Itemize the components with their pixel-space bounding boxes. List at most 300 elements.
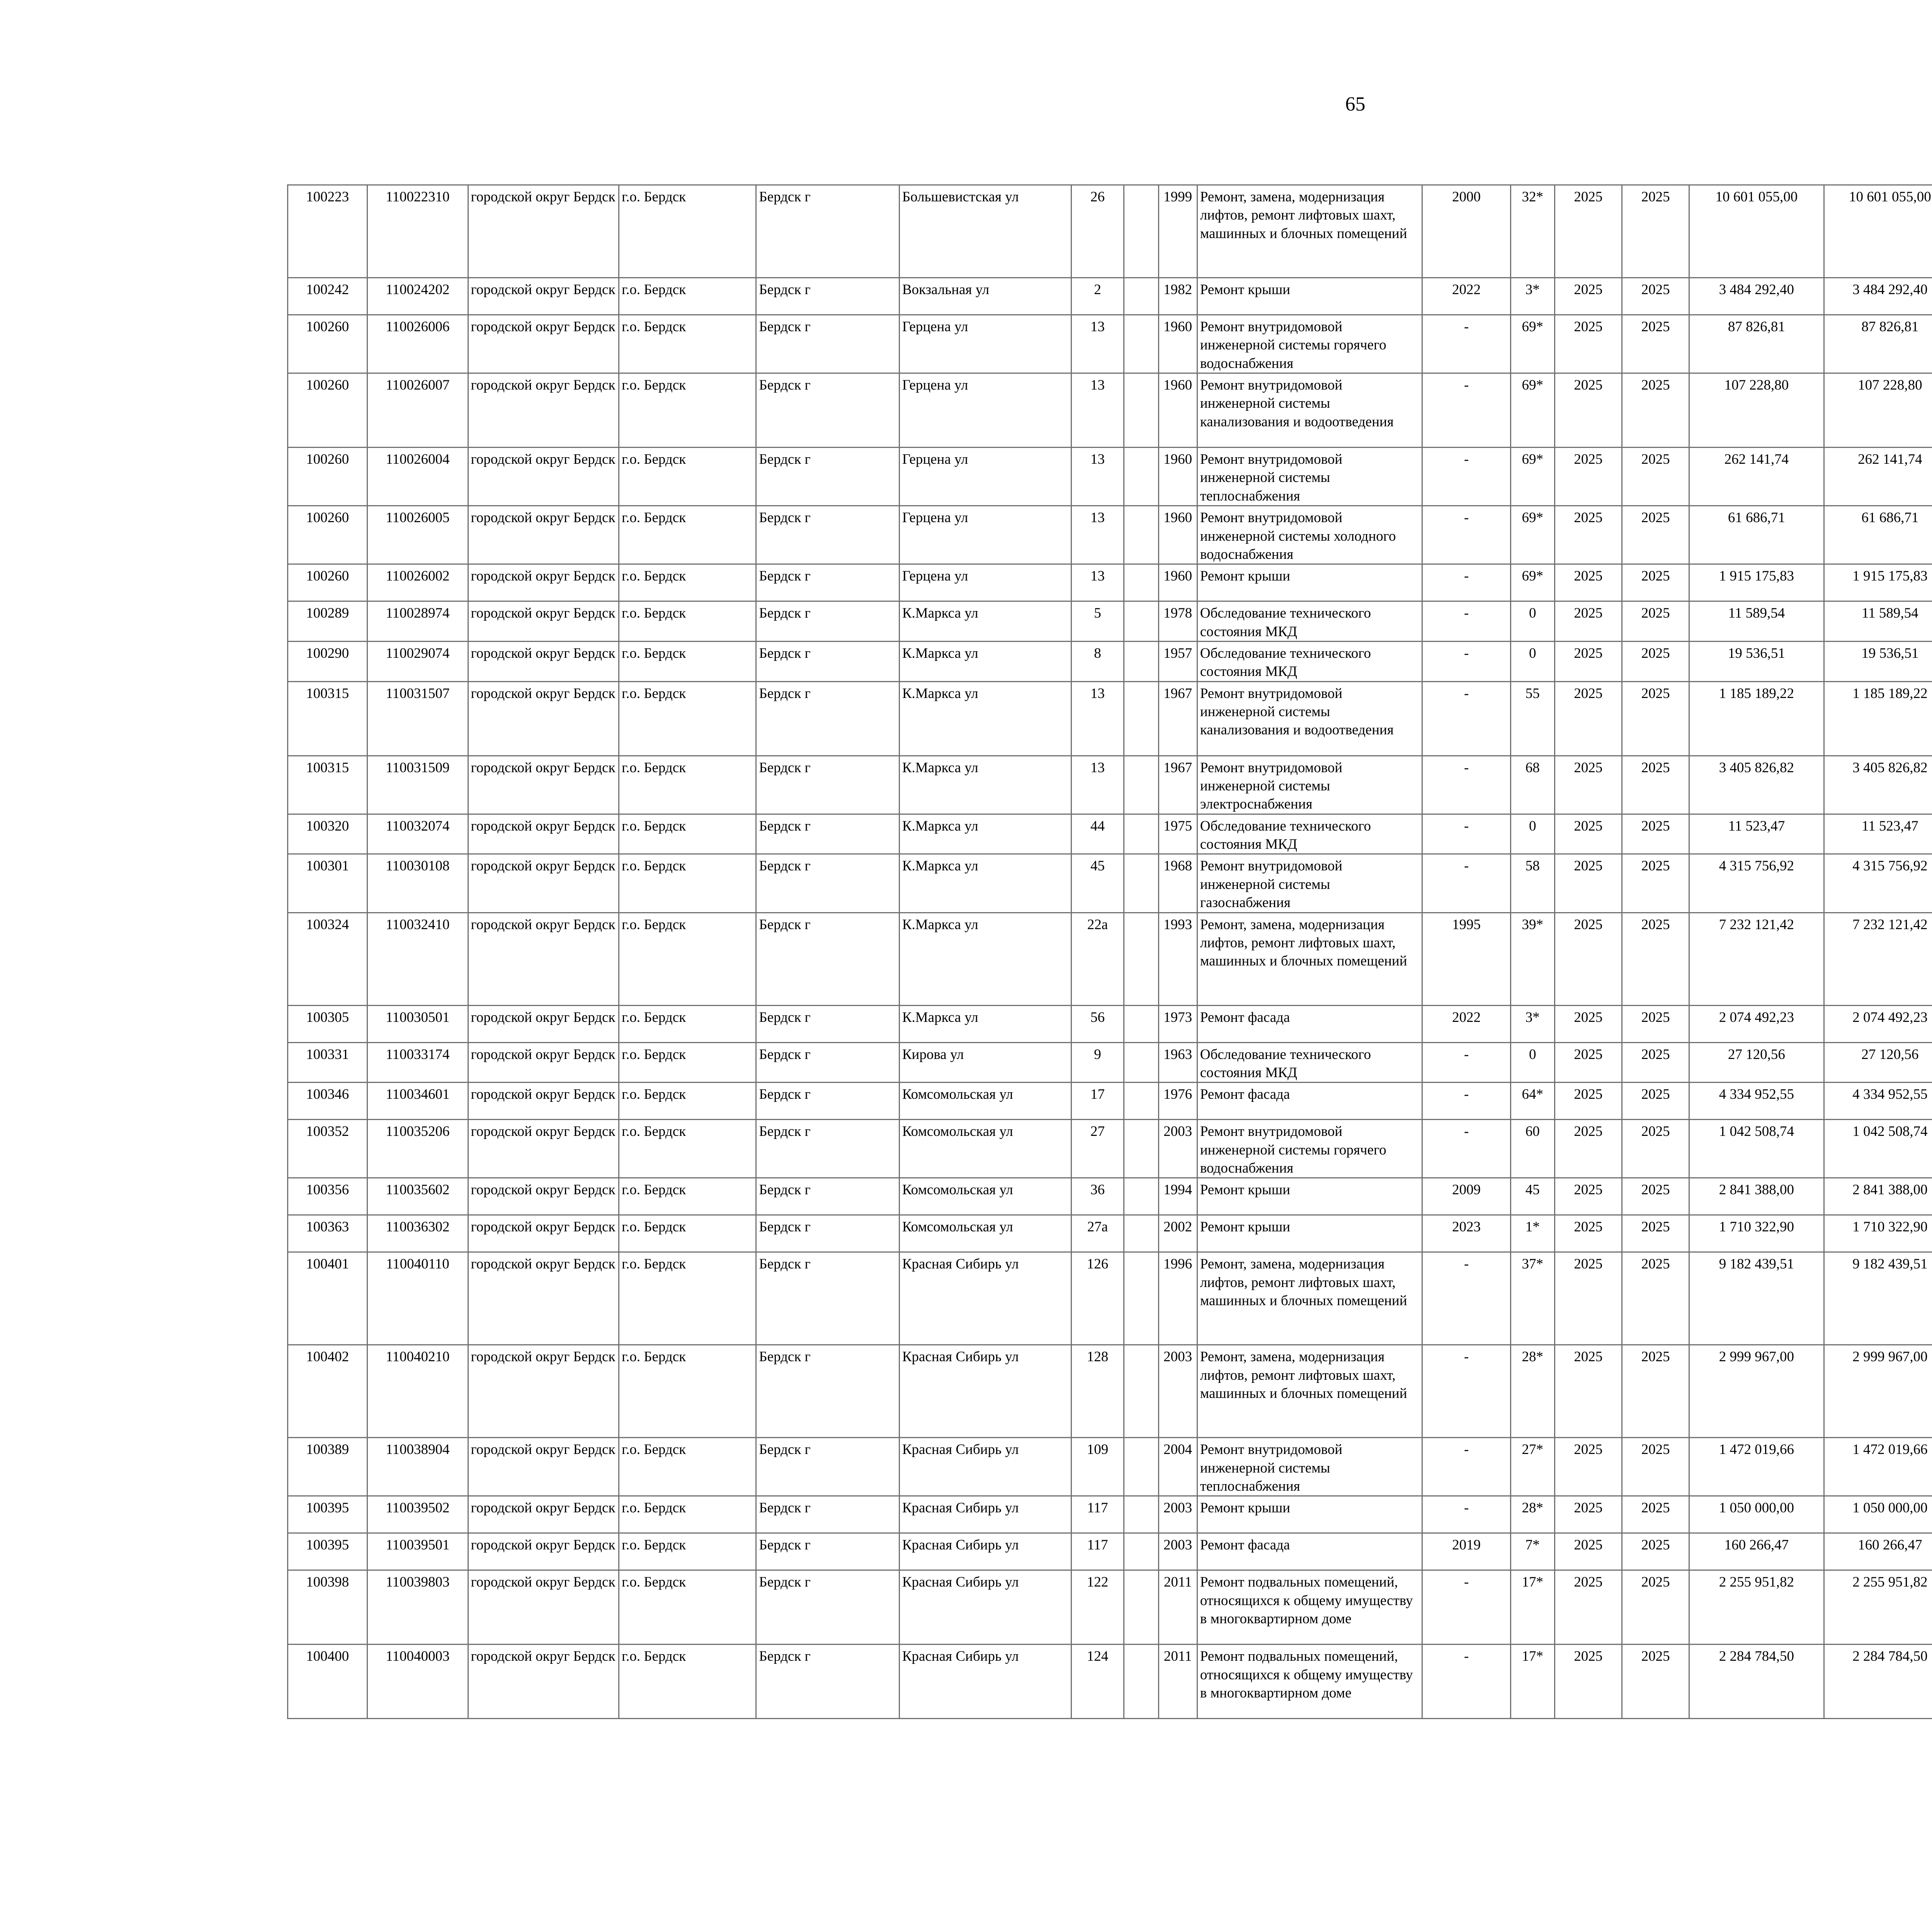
cell-work-type: Ремонт внутридомовой инженерной системы канализования и водоотведения bbox=[1197, 373, 1422, 448]
cell-work-id: 110034601 bbox=[367, 1083, 468, 1120]
cell-work-type: Обследование технического состояния МКД bbox=[1197, 814, 1422, 854]
cell-total-cost: 1 185 189,22 bbox=[1689, 681, 1824, 756]
cell-street: Комсомольская ул bbox=[899, 1178, 1071, 1215]
cell-street: Герцена ул bbox=[899, 373, 1071, 448]
cell-fund-cost: 4 315 756,92 bbox=[1824, 854, 1932, 913]
cell-year-built: 2003 bbox=[1158, 1533, 1197, 1570]
cell-wear: 17* bbox=[1510, 1645, 1554, 1719]
cell-plan-end: 2025 bbox=[1622, 506, 1689, 564]
cell-last-repair-year: - bbox=[1422, 506, 1510, 564]
cell-work-id: 110038904 bbox=[367, 1438, 468, 1496]
cell-total-cost: 1 472 019,66 bbox=[1689, 1438, 1824, 1496]
cell-city: Бердск г bbox=[756, 913, 899, 1005]
cell-last-repair-year: 2009 bbox=[1422, 1178, 1510, 1215]
cell-total-cost: 1 042 508,74 bbox=[1689, 1120, 1824, 1178]
cell-municipality: городской округ Бердск bbox=[468, 1252, 619, 1345]
cell-municipality: городской округ Бердск bbox=[468, 1005, 619, 1042]
cell-work-type: Ремонт внутридомовой инженерной системы канализования и водоотведения bbox=[1197, 681, 1422, 756]
cell-plan-end: 2025 bbox=[1622, 1438, 1689, 1496]
cell-work-type: Ремонт подвальных помещений, относящихся к общему имуществу в многоквартирном доме bbox=[1197, 1570, 1422, 1645]
cell-building bbox=[1124, 1645, 1158, 1719]
cell-total-cost: 11 523,47 bbox=[1689, 814, 1824, 854]
cell-wear: 1* bbox=[1510, 1215, 1554, 1252]
cell-house-number: 22а bbox=[1071, 913, 1124, 1005]
cell-fund-cost: 2 284 784,50 bbox=[1824, 1645, 1932, 1719]
cell-okrug: г.о. Бердск bbox=[619, 854, 756, 913]
table-row bbox=[288, 373, 1932, 448]
cell-house-number: 13 bbox=[1071, 315, 1124, 373]
cell-building bbox=[1124, 854, 1158, 913]
cell-wear: 69* bbox=[1510, 315, 1554, 373]
cell-city: Бердск г bbox=[756, 1438, 899, 1496]
cell-wear: 45 bbox=[1510, 1178, 1554, 1215]
cell-street: К.Маркса ул bbox=[899, 913, 1071, 1005]
cell-okrug: г.о. Бердск bbox=[619, 1645, 756, 1719]
cell-street: Герцена ул bbox=[899, 564, 1071, 601]
cell-work-id: 110031507 bbox=[367, 681, 468, 756]
cell-total-cost: 19 536,51 bbox=[1689, 641, 1824, 681]
cell-last-repair-year: - bbox=[1422, 1252, 1510, 1345]
cell-plan-end: 2025 bbox=[1622, 564, 1689, 601]
table-row bbox=[288, 913, 1932, 1005]
cell-year-built: 1960 bbox=[1158, 373, 1197, 448]
cell-building bbox=[1124, 814, 1158, 854]
cell-total-cost: 2 999 967,00 bbox=[1689, 1345, 1824, 1438]
cell-house-id: 100395 bbox=[288, 1496, 367, 1533]
cell-building bbox=[1124, 564, 1158, 601]
cell-street: Вокзальная ул bbox=[899, 278, 1071, 315]
cell-house-id: 100395 bbox=[288, 1533, 367, 1570]
cell-plan-start: 2025 bbox=[1554, 1042, 1622, 1083]
cell-work-id: 110024202 bbox=[367, 278, 468, 315]
cell-municipality: городской округ Бердск bbox=[468, 278, 619, 315]
cell-work-id: 110032410 bbox=[367, 913, 468, 1005]
cell-house-number: 17 bbox=[1071, 1083, 1124, 1120]
cell-building bbox=[1124, 506, 1158, 564]
cell-street: Комсомольская ул bbox=[899, 1083, 1071, 1120]
cell-wear: 27* bbox=[1510, 1438, 1554, 1496]
cell-okrug: г.о. Бердск bbox=[619, 641, 756, 681]
cell-wear: 55 bbox=[1510, 681, 1554, 756]
cell-house-number: 5 bbox=[1071, 601, 1124, 642]
cell-year-built: 2003 bbox=[1158, 1496, 1197, 1533]
cell-plan-end: 2025 bbox=[1622, 1005, 1689, 1042]
cell-fund-cost: 1 915 175,83 bbox=[1824, 564, 1932, 601]
cell-plan-start: 2025 bbox=[1554, 1345, 1622, 1438]
cell-year-built: 1975 bbox=[1158, 814, 1197, 854]
cell-wear: 69* bbox=[1510, 564, 1554, 601]
cell-house-id: 100289 bbox=[288, 601, 367, 642]
cell-plan-end: 2025 bbox=[1622, 315, 1689, 373]
cell-plan-start: 2025 bbox=[1554, 1570, 1622, 1645]
cell-municipality: городской округ Бердск bbox=[468, 913, 619, 1005]
cell-fund-cost: 262 141,74 bbox=[1824, 448, 1932, 506]
cell-street: К.Маркса ул bbox=[899, 1005, 1071, 1042]
cell-city: Бердск г bbox=[756, 1042, 899, 1083]
cell-work-type: Ремонт внутридомовой инженерной системы газоснабжения bbox=[1197, 854, 1422, 913]
table-row bbox=[288, 315, 1932, 373]
cell-city: Бердск г bbox=[756, 373, 899, 448]
cell-municipality: городской округ Бердск bbox=[468, 564, 619, 601]
cell-plan-end: 2025 bbox=[1622, 1645, 1689, 1719]
cell-last-repair-year: 1995 bbox=[1422, 913, 1510, 1005]
cell-municipality: городской округ Бердск bbox=[468, 814, 619, 854]
cell-municipality: городской округ Бердск bbox=[468, 185, 619, 278]
cell-municipality: городской округ Бердск bbox=[468, 1215, 619, 1252]
cell-plan-start: 2025 bbox=[1554, 1645, 1622, 1719]
cell-wear: 28* bbox=[1510, 1345, 1554, 1438]
table-row bbox=[288, 601, 1932, 642]
cell-house-id: 100242 bbox=[288, 278, 367, 315]
cell-fund-cost: 3 405 826,82 bbox=[1824, 756, 1932, 814]
cell-okrug: г.о. Бердск bbox=[619, 1438, 756, 1496]
cell-house-number: 26 bbox=[1071, 185, 1124, 278]
cell-fund-cost: 2 999 967,00 bbox=[1824, 1345, 1932, 1438]
cell-okrug: г.о. Бердск bbox=[619, 373, 756, 448]
cell-work-id: 110026006 bbox=[367, 315, 468, 373]
table-row bbox=[288, 564, 1932, 601]
cell-work-id: 110022310 bbox=[367, 185, 468, 278]
cell-street: К.Маркса ул bbox=[899, 854, 1071, 913]
cell-street: Комсомольская ул bbox=[899, 1215, 1071, 1252]
cell-okrug: г.о. Бердск bbox=[619, 1345, 756, 1438]
cell-last-repair-year: - bbox=[1422, 1438, 1510, 1496]
cell-wear: 39* bbox=[1510, 913, 1554, 1005]
cell-municipality: городской округ Бердск bbox=[468, 1120, 619, 1178]
cell-work-type: Ремонт внутридомовой инженерной системы теплоснабжения bbox=[1197, 448, 1422, 506]
cell-plan-end: 2025 bbox=[1622, 448, 1689, 506]
cell-year-built: 1960 bbox=[1158, 564, 1197, 601]
cell-total-cost: 3 484 292,40 bbox=[1689, 278, 1824, 315]
cell-building bbox=[1124, 315, 1158, 373]
cell-total-cost: 107 228,80 bbox=[1689, 373, 1824, 448]
table-row bbox=[288, 1215, 1932, 1252]
cell-total-cost: 27 120,56 bbox=[1689, 1042, 1824, 1083]
cell-plan-start: 2025 bbox=[1554, 373, 1622, 448]
cell-building bbox=[1124, 1252, 1158, 1345]
cell-building bbox=[1124, 278, 1158, 315]
table-row bbox=[288, 1345, 1932, 1438]
cell-municipality: городской округ Бердск bbox=[468, 681, 619, 756]
cell-house-id: 100315 bbox=[288, 681, 367, 756]
cell-plan-end: 2025 bbox=[1622, 1120, 1689, 1178]
cell-wear: 37* bbox=[1510, 1252, 1554, 1345]
cell-year-built: 2011 bbox=[1158, 1570, 1197, 1645]
cell-work-type: Обследование технического состояния МКД bbox=[1197, 601, 1422, 642]
cell-city: Бердск г bbox=[756, 564, 899, 601]
cell-plan-start: 2025 bbox=[1554, 1533, 1622, 1570]
cell-plan-start: 2025 bbox=[1554, 1083, 1622, 1120]
cell-plan-end: 2025 bbox=[1622, 681, 1689, 756]
cell-total-cost: 1 710 322,90 bbox=[1689, 1215, 1824, 1252]
cell-total-cost: 10 601 055,00 bbox=[1689, 185, 1824, 278]
cell-city: Бердск г bbox=[756, 1570, 899, 1645]
cell-municipality: городской округ Бердск bbox=[468, 641, 619, 681]
cell-work-id: 110030501 bbox=[367, 1005, 468, 1042]
cell-fund-cost: 87 826,81 bbox=[1824, 315, 1932, 373]
cell-year-built: 1973 bbox=[1158, 1005, 1197, 1042]
cell-work-type: Ремонт внутридомовой инженерной системы электроснабжения bbox=[1197, 756, 1422, 814]
cell-building bbox=[1124, 1496, 1158, 1533]
cell-municipality: городской округ Бердск bbox=[468, 601, 619, 642]
cell-year-built: 1993 bbox=[1158, 913, 1197, 1005]
table-body bbox=[288, 185, 1932, 1719]
cell-plan-start: 2025 bbox=[1554, 564, 1622, 601]
cell-house-number: 8 bbox=[1071, 641, 1124, 681]
table-row bbox=[288, 641, 1932, 681]
cell-wear: 0 bbox=[1510, 1042, 1554, 1083]
cell-plan-start: 2025 bbox=[1554, 1496, 1622, 1533]
cell-plan-start: 2025 bbox=[1554, 1252, 1622, 1345]
cell-city: Бердск г bbox=[756, 814, 899, 854]
cell-house-number: 13 bbox=[1071, 373, 1124, 448]
cell-work-type: Ремонт крыши bbox=[1197, 1178, 1422, 1215]
cell-plan-end: 2025 bbox=[1622, 756, 1689, 814]
cell-total-cost: 9 182 439,51 bbox=[1689, 1252, 1824, 1345]
cell-total-cost: 87 826,81 bbox=[1689, 315, 1824, 373]
cell-fund-cost: 2 074 492,23 bbox=[1824, 1005, 1932, 1042]
cell-year-built: 1982 bbox=[1158, 278, 1197, 315]
cell-work-type: Ремонт фасада bbox=[1197, 1533, 1422, 1570]
cell-plan-end: 2025 bbox=[1622, 854, 1689, 913]
cell-plan-start: 2025 bbox=[1554, 1178, 1622, 1215]
table-row bbox=[288, 506, 1932, 564]
cell-plan-end: 2025 bbox=[1622, 1533, 1689, 1570]
cell-city: Бердск г bbox=[756, 1496, 899, 1533]
cell-work-id: 110040210 bbox=[367, 1345, 468, 1438]
cell-city: Бердск г bbox=[756, 1533, 899, 1570]
cell-plan-end: 2025 bbox=[1622, 1496, 1689, 1533]
cell-municipality: городской округ Бердск bbox=[468, 1438, 619, 1496]
cell-work-id: 110039502 bbox=[367, 1496, 468, 1533]
cell-year-built: 1963 bbox=[1158, 1042, 1197, 1083]
cell-plan-start: 2025 bbox=[1554, 601, 1622, 642]
cell-okrug: г.о. Бердск bbox=[619, 448, 756, 506]
cell-last-repair-year: - bbox=[1422, 1042, 1510, 1083]
cell-municipality: городской округ Бердск bbox=[468, 1178, 619, 1215]
cell-okrug: г.о. Бердск bbox=[619, 1496, 756, 1533]
cell-work-type: Ремонт внутридомовой инженерной системы горячего водоснабжения bbox=[1197, 315, 1422, 373]
cell-house-id: 100290 bbox=[288, 641, 367, 681]
cell-fund-cost: 19 536,51 bbox=[1824, 641, 1932, 681]
cell-house-number: 9 bbox=[1071, 1042, 1124, 1083]
cell-total-cost: 2 284 784,50 bbox=[1689, 1645, 1824, 1719]
cell-okrug: г.о. Бердск bbox=[619, 913, 756, 1005]
cell-work-id: 110031509 bbox=[367, 756, 468, 814]
cell-building bbox=[1124, 681, 1158, 756]
cell-wear: 0 bbox=[1510, 814, 1554, 854]
cell-city: Бердск г bbox=[756, 756, 899, 814]
cell-fund-cost: 27 120,56 bbox=[1824, 1042, 1932, 1083]
cell-last-repair-year: - bbox=[1422, 1120, 1510, 1178]
cell-building bbox=[1124, 1215, 1158, 1252]
cell-okrug: г.о. Бердск bbox=[619, 278, 756, 315]
cell-work-type: Ремонт, замена, модернизация лифтов, ремонт лифтовых шахт, машинных и блочных помещений bbox=[1197, 913, 1422, 1005]
table-row bbox=[288, 185, 1932, 278]
cell-wear: 28* bbox=[1510, 1496, 1554, 1533]
cell-street: Красная Сибирь ул bbox=[899, 1438, 1071, 1496]
cell-year-built: 2003 bbox=[1158, 1345, 1197, 1438]
cell-plan-end: 2025 bbox=[1622, 278, 1689, 315]
cell-house-id: 100260 bbox=[288, 315, 367, 373]
cell-wear: 69* bbox=[1510, 448, 1554, 506]
cell-fund-cost: 2 255 951,82 bbox=[1824, 1570, 1932, 1645]
cell-street: Герцена ул bbox=[899, 448, 1071, 506]
cell-house-id: 100363 bbox=[288, 1215, 367, 1252]
cell-fund-cost: 1 042 508,74 bbox=[1824, 1120, 1932, 1178]
cell-plan-start: 2025 bbox=[1554, 315, 1622, 373]
cell-municipality: городской округ Бердск bbox=[468, 1570, 619, 1645]
cell-work-id: 110026002 bbox=[367, 564, 468, 601]
cell-last-repair-year: - bbox=[1422, 854, 1510, 913]
cell-house-id: 100400 bbox=[288, 1645, 367, 1719]
cell-year-built: 1976 bbox=[1158, 1083, 1197, 1120]
cell-wear: 60 bbox=[1510, 1120, 1554, 1178]
cell-city: Бердск г bbox=[756, 1083, 899, 1120]
cell-street: Герцена ул bbox=[899, 315, 1071, 373]
cell-building bbox=[1124, 756, 1158, 814]
cell-total-cost: 2 841 388,00 bbox=[1689, 1178, 1824, 1215]
cell-street: К.Маркса ул bbox=[899, 641, 1071, 681]
cell-city: Бердск г bbox=[756, 448, 899, 506]
cell-last-repair-year: 2022 bbox=[1422, 1005, 1510, 1042]
cell-work-id: 110039803 bbox=[367, 1570, 468, 1645]
cell-house-number: 2 bbox=[1071, 278, 1124, 315]
cell-city: Бердск г bbox=[756, 1252, 899, 1345]
cell-street: Красная Сибирь ул bbox=[899, 1345, 1071, 1438]
cell-plan-end: 2025 bbox=[1622, 601, 1689, 642]
cell-building bbox=[1124, 1345, 1158, 1438]
cell-house-number: 45 bbox=[1071, 854, 1124, 913]
table-row bbox=[288, 1438, 1932, 1496]
cell-fund-cost: 160 266,47 bbox=[1824, 1533, 1932, 1570]
cell-year-built: 1968 bbox=[1158, 854, 1197, 913]
cell-city: Бердск г bbox=[756, 1645, 899, 1719]
cell-house-id: 100331 bbox=[288, 1042, 367, 1083]
cell-plan-end: 2025 bbox=[1622, 1570, 1689, 1645]
cell-plan-end: 2025 bbox=[1622, 1042, 1689, 1083]
cell-total-cost: 262 141,74 bbox=[1689, 448, 1824, 506]
cell-year-built: 1960 bbox=[1158, 448, 1197, 506]
cell-building bbox=[1124, 1042, 1158, 1083]
cell-wear: 3* bbox=[1510, 1005, 1554, 1042]
cell-year-built: 1967 bbox=[1158, 681, 1197, 756]
cell-work-type: Ремонт, замена, модернизация лифтов, ремонт лифтовых шахт, машинных и блочных помещений bbox=[1197, 185, 1422, 278]
cell-fund-cost: 107 228,80 bbox=[1824, 373, 1932, 448]
cell-building bbox=[1124, 1005, 1158, 1042]
cell-street: К.Маркса ул bbox=[899, 814, 1071, 854]
cell-work-type: Ремонт крыши bbox=[1197, 564, 1422, 601]
cell-last-repair-year: - bbox=[1422, 1496, 1510, 1533]
table-row bbox=[288, 1496, 1932, 1533]
cell-okrug: г.о. Бердск bbox=[619, 185, 756, 278]
cell-work-id: 110028974 bbox=[367, 601, 468, 642]
cell-fund-cost: 1 472 019,66 bbox=[1824, 1438, 1932, 1496]
cell-plan-end: 2025 bbox=[1622, 185, 1689, 278]
cell-okrug: г.о. Бердск bbox=[619, 1005, 756, 1042]
cell-house-number: 117 bbox=[1071, 1533, 1124, 1570]
cell-last-repair-year: - bbox=[1422, 315, 1510, 373]
cell-plan-start: 2025 bbox=[1554, 1438, 1622, 1496]
cell-street: Красная Сибирь ул bbox=[899, 1570, 1071, 1645]
cell-last-repair-year: - bbox=[1422, 814, 1510, 854]
cell-year-built: 2003 bbox=[1158, 1120, 1197, 1178]
cell-municipality: городской округ Бердск bbox=[468, 315, 619, 373]
cell-plan-end: 2025 bbox=[1622, 1345, 1689, 1438]
cell-house-number: 44 bbox=[1071, 814, 1124, 854]
cell-okrug: г.о. Бердск bbox=[619, 681, 756, 756]
cell-building bbox=[1124, 641, 1158, 681]
cell-city: Бердск г bbox=[756, 1120, 899, 1178]
table-row bbox=[288, 681, 1932, 756]
cell-plan-end: 2025 bbox=[1622, 913, 1689, 1005]
table-row bbox=[288, 814, 1932, 854]
cell-building bbox=[1124, 1570, 1158, 1645]
cell-building bbox=[1124, 1533, 1158, 1570]
cell-house-id: 100301 bbox=[288, 854, 367, 913]
cell-okrug: г.о. Бердск bbox=[619, 1042, 756, 1083]
cell-city: Бердск г bbox=[756, 185, 899, 278]
cell-okrug: г.о. Бердск bbox=[619, 506, 756, 564]
cell-house-id: 100315 bbox=[288, 756, 367, 814]
cell-work-id: 110026007 bbox=[367, 373, 468, 448]
cell-total-cost: 11 589,54 bbox=[1689, 601, 1824, 642]
table-row bbox=[288, 1083, 1932, 1120]
cell-wear: 32* bbox=[1510, 185, 1554, 278]
cell-city: Бердск г bbox=[756, 641, 899, 681]
cell-last-repair-year: - bbox=[1422, 1570, 1510, 1645]
cell-work-type: Ремонт, замена, модернизация лифтов, ремонт лифтовых шахт, машинных и блочных помещений bbox=[1197, 1252, 1422, 1345]
cell-work-type: Обследование технического состояния МКД bbox=[1197, 641, 1422, 681]
cell-year-built: 2011 bbox=[1158, 1645, 1197, 1719]
cell-wear: 3* bbox=[1510, 278, 1554, 315]
cell-last-repair-year: - bbox=[1422, 756, 1510, 814]
cell-street: Красная Сибирь ул bbox=[899, 1645, 1071, 1719]
cell-street: Кирова ул bbox=[899, 1042, 1071, 1083]
cell-building bbox=[1124, 913, 1158, 1005]
cell-building bbox=[1124, 1083, 1158, 1120]
table-row bbox=[288, 278, 1932, 315]
cell-last-repair-year: - bbox=[1422, 1083, 1510, 1120]
cell-wear: 17* bbox=[1510, 1570, 1554, 1645]
cell-house-number: 56 bbox=[1071, 1005, 1124, 1042]
table-row bbox=[288, 1178, 1932, 1215]
cell-plan-start: 2025 bbox=[1554, 756, 1622, 814]
table-row bbox=[288, 1252, 1932, 1345]
cell-city: Бердск г bbox=[756, 1215, 899, 1252]
cell-house-number: 13 bbox=[1071, 564, 1124, 601]
cell-okrug: г.о. Бердск bbox=[619, 1083, 756, 1120]
cell-year-built: 2002 bbox=[1158, 1215, 1197, 1252]
cell-work-type: Ремонт подвальных помещений, относящихся к общему имуществу в многоквартирном доме bbox=[1197, 1645, 1422, 1719]
cell-street: Красная Сибирь ул bbox=[899, 1496, 1071, 1533]
cell-house-id: 100260 bbox=[288, 448, 367, 506]
cell-year-built: 1996 bbox=[1158, 1252, 1197, 1345]
cell-house-number: 36 bbox=[1071, 1178, 1124, 1215]
cell-year-built: 1999 bbox=[1158, 185, 1197, 278]
cell-work-type: Ремонт крыши bbox=[1197, 278, 1422, 315]
cell-plan-start: 2025 bbox=[1554, 814, 1622, 854]
cell-plan-start: 2025 bbox=[1554, 1215, 1622, 1252]
cell-building bbox=[1124, 448, 1158, 506]
cell-street: Большевистская ул bbox=[899, 185, 1071, 278]
cell-plan-end: 2025 bbox=[1622, 814, 1689, 854]
cell-total-cost: 2 074 492,23 bbox=[1689, 1005, 1824, 1042]
cell-okrug: г.о. Бердск bbox=[619, 1120, 756, 1178]
cell-municipality: городской округ Бердск bbox=[468, 1042, 619, 1083]
table-row bbox=[288, 1005, 1932, 1042]
cell-house-id: 100389 bbox=[288, 1438, 367, 1496]
